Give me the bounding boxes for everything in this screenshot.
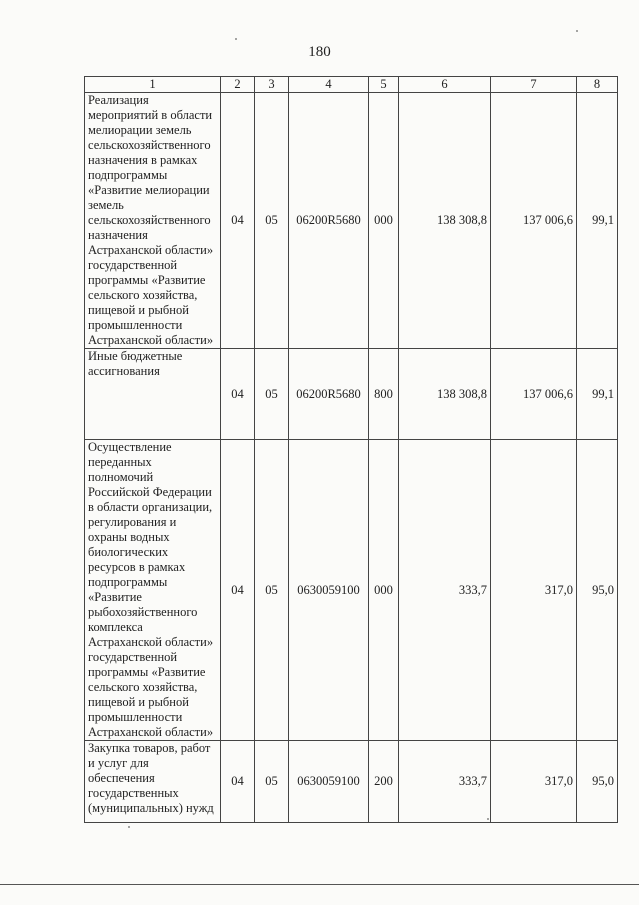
column-header: 3 bbox=[255, 77, 289, 93]
row-description: Осуществление переданных полномочий Российской Федерации в области организации, регулирования и охраны водных биологических ресурсов в рамках подпрограммы «Развитие рыбохозяйственного комплекса Астраханской области» государственной программы «Развитие сельского хозяйства, пищевой и рыбной промышленности Астраханской области» bbox=[85, 440, 221, 741]
table-header-row bbox=[85, 77, 618, 93]
table-row bbox=[85, 93, 618, 349]
section-code: 04 bbox=[221, 440, 255, 741]
planned-amount: 333,7 bbox=[399, 440, 491, 741]
column-header: 1 bbox=[85, 77, 221, 93]
execution-percent: 99,1 bbox=[577, 93, 618, 349]
subsection-code: 05 bbox=[255, 93, 289, 349]
subsection-code: 05 bbox=[255, 349, 289, 440]
column-header: 8 bbox=[577, 77, 618, 93]
executed-amount: 317,0 bbox=[491, 440, 577, 741]
scan-speck bbox=[235, 38, 237, 40]
expense-type-code: 200 bbox=[369, 741, 399, 823]
section-code: 04 bbox=[221, 93, 255, 349]
page-number: 180 bbox=[308, 44, 331, 60]
section-code: 04 bbox=[221, 741, 255, 823]
scan-speck bbox=[128, 826, 130, 828]
executed-amount: 317,0 bbox=[491, 741, 577, 823]
executed-amount: 137 006,6 bbox=[491, 93, 577, 349]
budget-table bbox=[84, 76, 618, 823]
target-article-code: 06200R5680 bbox=[289, 349, 369, 440]
column-header: 6 bbox=[399, 77, 491, 93]
planned-amount: 138 308,8 bbox=[399, 93, 491, 349]
execution-percent: 99,1 bbox=[577, 349, 618, 440]
page-bottom-rule bbox=[0, 884, 639, 885]
executed-amount: 137 006,6 bbox=[491, 349, 577, 440]
subsection-code: 05 bbox=[255, 741, 289, 823]
expense-type-code: 000 bbox=[369, 93, 399, 349]
scan-speck bbox=[576, 30, 578, 32]
execution-percent: 95,0 bbox=[577, 741, 618, 823]
column-header: 4 bbox=[289, 77, 369, 93]
expense-type-code: 000 bbox=[369, 440, 399, 741]
execution-percent: 95,0 bbox=[577, 440, 618, 741]
row-description: Реализация мероприятий в области мелиорации земель сельскохозяйственного назначения в рамках подпрограммы «Развитие мелиорации земель сельскохозяйственного назначения Астраханской области» государственной программы «Развитие сельского хозяйства, пищевой и рыбной промышленности Астраханской области» bbox=[85, 93, 221, 349]
expense-type-code: 800 bbox=[369, 349, 399, 440]
table-row bbox=[85, 741, 618, 823]
table-row bbox=[85, 349, 618, 440]
column-header: 7 bbox=[491, 77, 577, 93]
row-description: Иные бюджетные ассигнования bbox=[85, 349, 221, 440]
target-article-code: 0630059100 bbox=[289, 741, 369, 823]
table-row bbox=[85, 440, 618, 741]
section-code: 04 bbox=[221, 349, 255, 440]
scan-speck bbox=[487, 818, 489, 820]
column-header: 2 bbox=[221, 77, 255, 93]
row-description: Закупка товаров, работ и услуг для обеспечения государственных (муниципальных) нужд bbox=[85, 741, 221, 823]
planned-amount: 138 308,8 bbox=[399, 349, 491, 440]
planned-amount: 333,7 bbox=[399, 741, 491, 823]
target-article-code: 06200R5680 bbox=[289, 93, 369, 349]
subsection-code: 05 bbox=[255, 440, 289, 741]
column-header: 5 bbox=[369, 77, 399, 93]
target-article-code: 0630059100 bbox=[289, 440, 369, 741]
